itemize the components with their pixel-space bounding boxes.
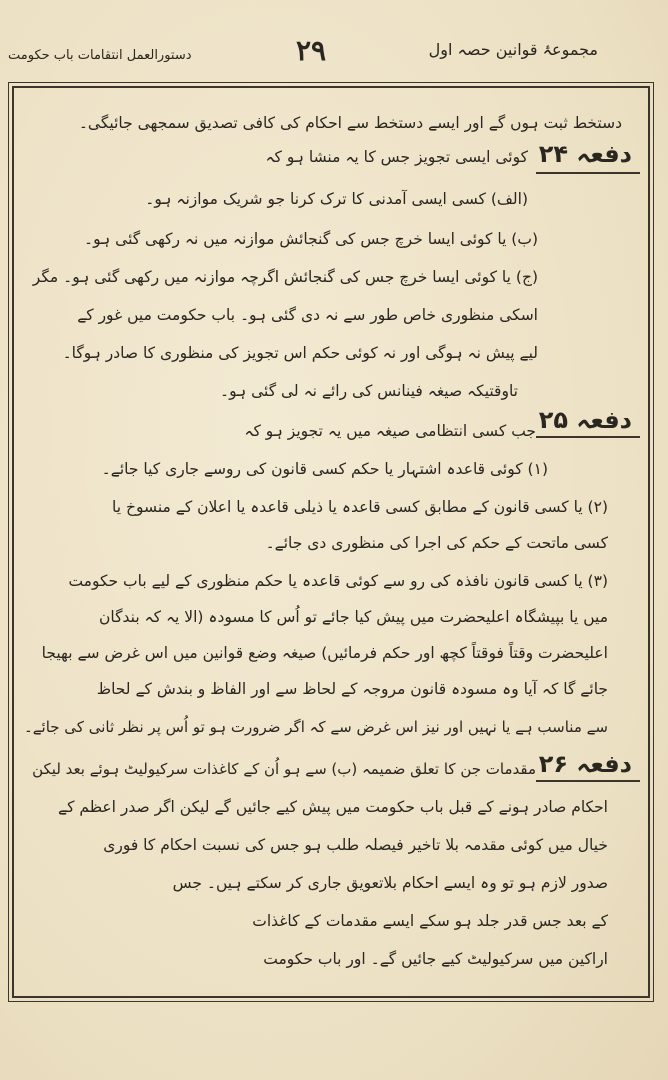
section-25-line-7: اعلیحضرت وقتاً فوقتاً کچھ اور حکم فرمائیں) صیغہ وضع قوانین میں اس غرض سے بھیجا [41,644,608,662]
section-25-line-8: جائے گا کہ آیا وہ مسودہ قانون مروجہ کے لحاظ سے اور الفاظ و بندش کے لحاظ [96,680,608,698]
section-24-line-1: دستخط ثبت ہوں گے اور ایسے دستخط سے احکام کی کافی تصدیق سمجھی جائیگی۔ [78,114,622,132]
section-26-line-6: اراکین میں سرکیولیٹ کیے جائیں گے۔ اور باب حکومت [263,950,608,968]
section-25-line-6: میں یا بپیشگاہ اعلیحضرت میں پیش کیا جائے تو اُس کا مسودہ (الا یہ کہ بندگان [99,608,608,626]
section-26-line-3: خیال میں کوئی مقدمہ بلا تاخیر فیصلہ طلب ہو جس کی نسبت احکام کا فوری [103,836,608,854]
section-24-line-8: تاوقتیکہ صیغہ فینانس کی رائے نہ لی گئی ہو۔ [220,382,518,400]
section-24-line-7: لیے پیش نہ ہوگی اور نہ کوئی حکم اس تجویز کی منظوری کا صادر ہوگا۔ [62,344,538,362]
section-25-line-2: (۱) کوئی قاعدہ اشتہار یا حکم کسی قانون کی روسے جاری کیا جائے۔ [101,460,548,478]
section-24-underline [536,172,640,174]
page-number: ۲۹ [296,34,327,67]
section-24-line-4: (ب) یا کوئی ایسا خرچ جس کی گنجائش موازنہ میں نہ رکھی گئی ہو۔ [84,230,538,248]
section-26-line-2: احکام صادر ہونے کے قبل باب حکومت میں پیش کیے جائیں گے لیکن اگر صدر اعظم کے [58,798,608,816]
header-book-title: مجموعۂ قوانین حصہ اول [428,40,598,59]
section-25-line-5: (۳) یا کسی قانون نافذہ کی رو سے کوئی قاعدہ یا حکم منظوری کے لیے باب حکومت [68,572,608,590]
section-25-line-4: کسی ماتحت کے حکم کی اجرا کی منظوری دی جائے۔ [265,534,608,552]
section-26-underline [536,780,640,782]
page-header [0,30,668,80]
section-25-line-9: سے مناسب ہے یا نہیں اور نیز اس غرض سے کہ اگر ضرورت ہو تو اُس پر نظر ثانی کی جائے۔ [23,718,608,736]
section-25-underline [536,436,640,438]
section-25-line-1: جب کسی انتظامی صیغہ میں یہ تجویز ہو کہ [244,422,536,440]
text-frame [12,86,650,998]
section-label-25: دفعہ ۲۵ [538,406,632,434]
section-24-line-3: (الف) کسی ایسی آمدنی کا ترک کرنا جو شریک موازنہ ہو۔ [145,190,528,208]
section-26-line-5: کے بعد جس قدر جلد ہو سکے ایسے مقدمات کے کاغذات [252,912,608,930]
section-25-line-3: (۲) یا کسی قانون کے مطابق کسی قاعدہ یا ذیلی قاعدہ یا اعلان کے منسوخ یا [112,498,608,516]
header-chapter-title: دستورالعمل انتقامات باب حکومت [8,48,192,63]
section-label-26: دفعہ ۲۶ [538,750,632,778]
section-24-line-6: اسکی منظوری خاص طور سے نہ دی گئی ہو۔ باب حکومت میں غور کے [77,306,538,324]
section-24-line-2: کوئی ایسی تجویز جس کا یہ منشا ہو کہ [265,148,528,166]
section-label-24: دفعہ ۲۴ [538,140,632,168]
section-26-line-1: مقدمات جن کا تعلق ضمیمہ (ب) سے ہو اُن کے کاغذات سرکیولیٹ ہوئے بعد لیکن [32,760,536,778]
section-26-line-4: صدور لازم ہو تو وہ ایسے احکام بلاتعویق جاری کر سکتے ہیں۔ جس [172,874,608,892]
section-24-line-5: (ج) یا کوئی ایسا خرچ جس کی گنجائش اگرچہ موازنہ میں رکھی گئی ہو۔ مگر [32,268,538,286]
